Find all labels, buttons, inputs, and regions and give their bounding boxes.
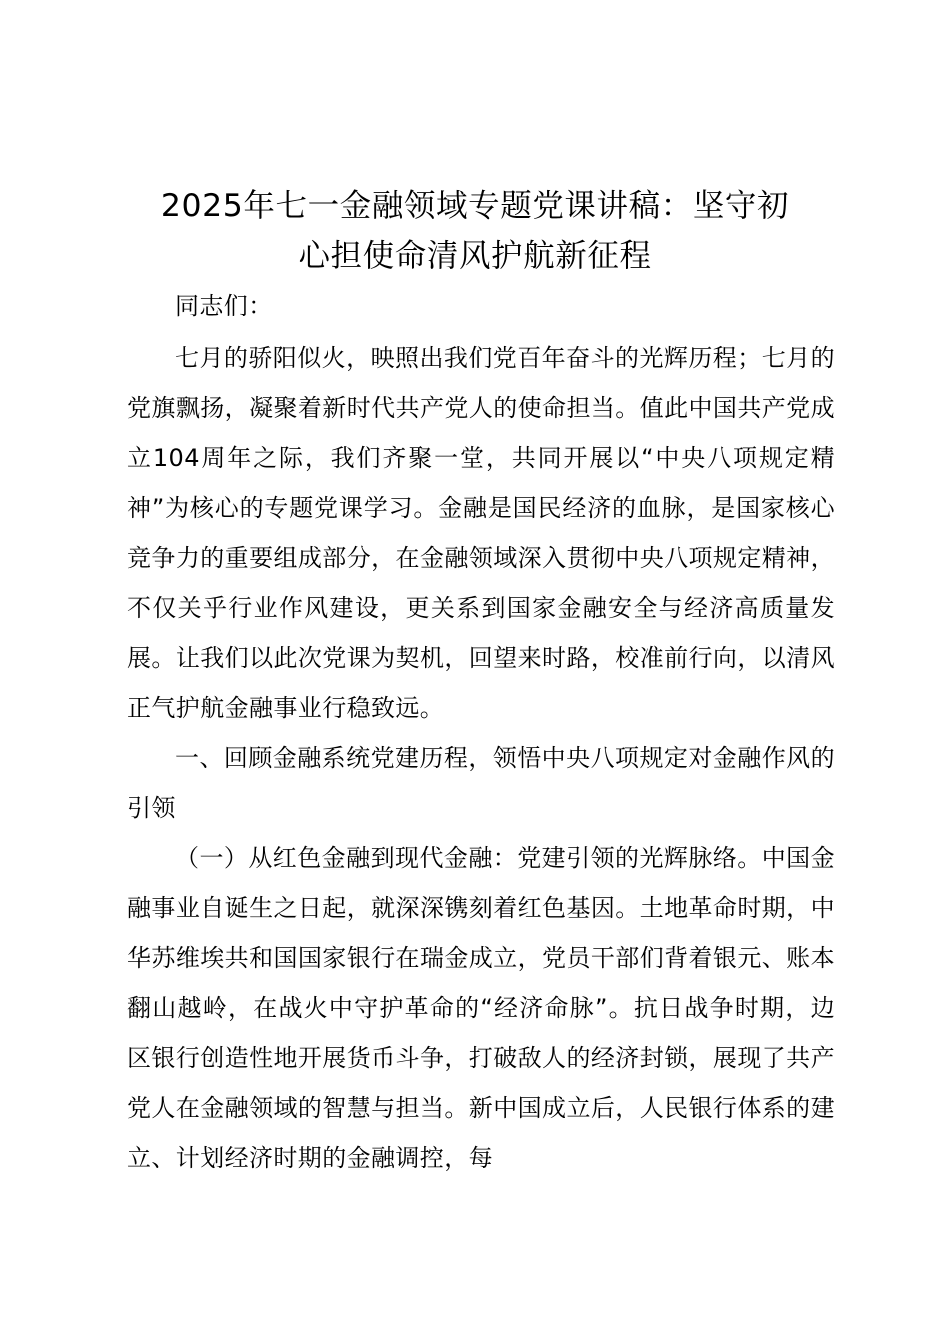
document-body bbox=[127, 281, 835, 1183]
title-line-2: 心担使命清风护航新征程 bbox=[298, 238, 652, 274]
document-title bbox=[120, 181, 830, 281]
paragraph-subsection-1: （一）从红色金融到现代金融：党建引领的光辉脉络。中国金融事业自诞生之日起，就深深镌刻着红色基因。土地革命时期，中华苏维埃共和国国家银行在瑞金成立，党员干部们背着银元、账本翻山越岭，在战火中守护革命的“经济命脉”。抗日战争时期，边区银行创造性地开展货币斗争，打破敌人的经济封锁，展现了共产党人在金融领域的智慧与担当。新中国成立后，人民银行体系的建立、计划经济时期的金融调控，每 bbox=[127, 844, 835, 1172]
paragraph-intro: 七月的骄阳似火，映照出我们党百年奋斗的光辉历程；七月的党旗飘扬，凝聚着新时代共产党人的使命担当。值此中国共产党成立104周年之际，我们齐聚一堂，共同开展以“中央八项规定精神”为核心的专题党课学习。金融是国民经济的血脉，是国家核心竞争力的重要组成部分，在金融领域深入贯彻中央八项规定精神，不仅关乎行业作风建设，更关系到国家金融安全与经济高质量发展。让我们以此次党课为契机，回望来时路，校准前行向，以清风正气护航金融事业行稳致远。 bbox=[127, 344, 835, 722]
section-heading-1: 一、回顾金融系统党建历程，领悟中央八项规定对金融作风的引领 bbox=[127, 744, 835, 822]
salutation: 同志们： bbox=[175, 292, 273, 320]
title-line-1: 2025年七一金融领域专题党课讲稿：坚守初 bbox=[160, 188, 790, 224]
